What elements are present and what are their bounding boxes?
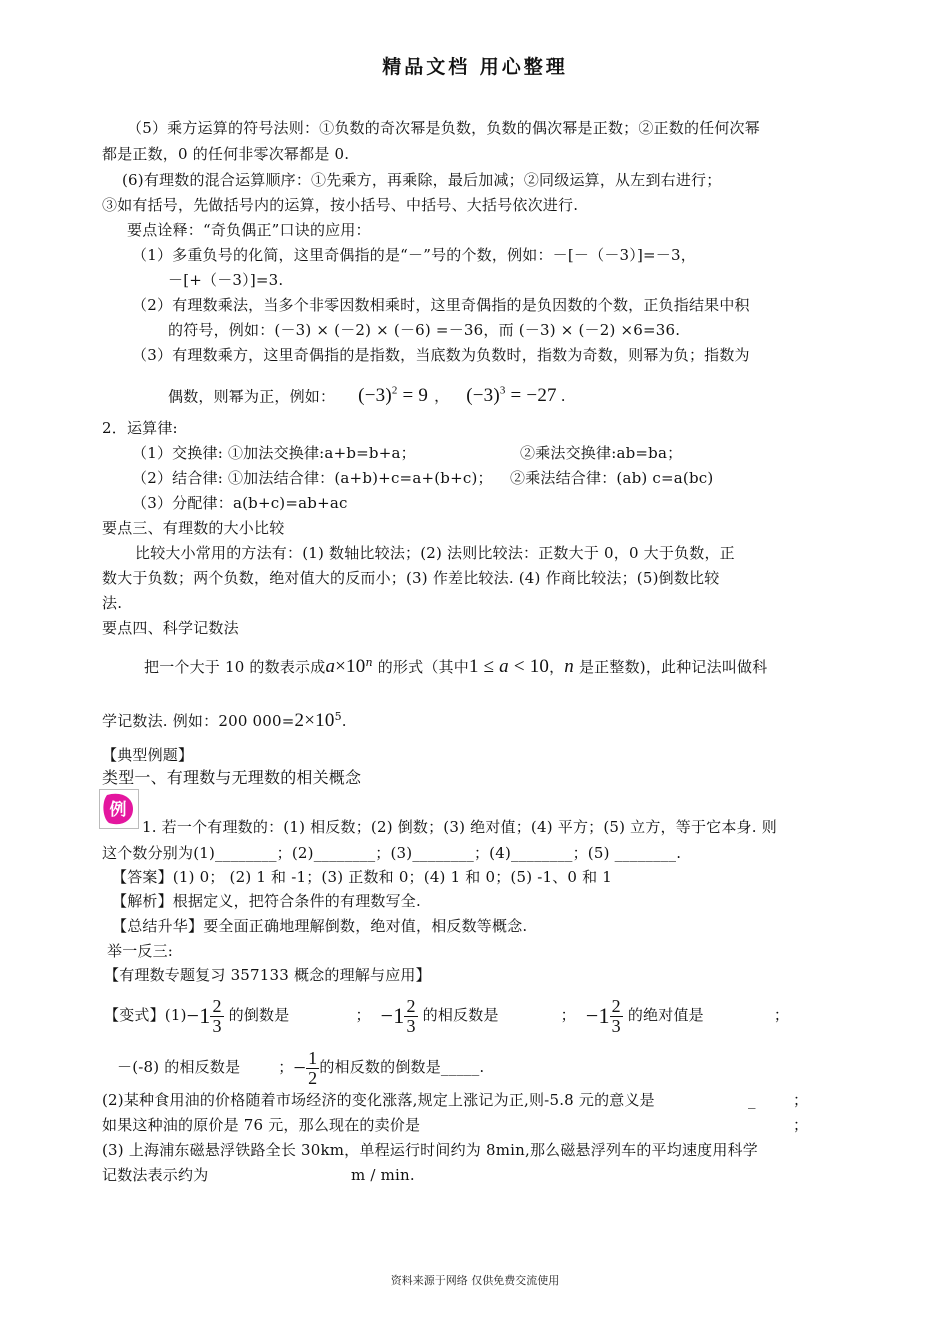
svg-text:例: 例 xyxy=(109,800,127,820)
text-segment: ； xyxy=(793,1091,809,1109)
question-line: 1. 若一个有理数的：(1) 相反数；(2) 倒数；(3) 绝对值；(4) 平方；(5) 立方，等于它本身. 则 xyxy=(142,818,777,836)
text-line: （5）乘方运算的符号法则：①负数的奇次幂是负数，负数的偶次幂是正数；②正数的任何次幂 xyxy=(127,119,760,137)
math-variable: a xyxy=(499,656,509,677)
text-segment: 【变式】(1) xyxy=(104,1006,187,1024)
math-expression: $(-3)^3 = -27$ xyxy=(466,385,557,407)
text-segment: ； xyxy=(773,1006,790,1024)
text-line: （3）有理数乘方，这里奇偶指的是指数，当底数为负数时，指数为奇数，则幂为负；指数为 xyxy=(132,346,750,364)
math-expression: −1 xyxy=(585,1003,610,1028)
math-fraction: $\frac{2}{3}$ xyxy=(611,995,621,1036)
text-segment: －(-8) 的相反数是 xyxy=(117,1058,241,1076)
text-line: 举一反三: xyxy=(107,942,174,960)
text-segment: 的倒数是 xyxy=(228,1006,290,1024)
variant-question-line xyxy=(117,1043,484,1091)
text-segment: ； xyxy=(278,1058,294,1076)
math-expression: 2×10 xyxy=(294,710,335,731)
text-segment: ； xyxy=(793,1116,809,1134)
math-expression: −1 xyxy=(186,1003,211,1028)
text-line: （1）多重负号的化简，这里奇偶指的是“－”号的个数，例如：－[－（－3）]=－3， xyxy=(132,246,696,264)
text-segment: ， xyxy=(434,387,450,406)
page-footer: 资料来源于网络 仅供免费交流使用 xyxy=(390,1274,560,1287)
text-line: （1）交换律: ①加法交换律:a+b=b+a； xyxy=(132,444,416,462)
text-segment: 的形式（其中 xyxy=(372,658,469,676)
text-segment: ； xyxy=(560,1006,576,1024)
analysis-line: 【解析】根据定义，把符合条件的有理数写全. xyxy=(112,892,421,910)
section-heading: 【典型例题】 xyxy=(102,746,194,764)
text-segment: ； xyxy=(355,1006,371,1024)
text-line-with-math xyxy=(168,378,566,409)
text-line: 法. xyxy=(102,594,123,612)
question-line: (2)某种食用油的价格随着市场经济的变化涨落,规定上涨记为正,则-5.8 元的意义是 xyxy=(102,1091,655,1109)
text-segment: 学记数法. 例如：200 000= xyxy=(102,712,295,730)
text-line: 数大于负数；两个负数，绝对值大的反而小；(3) 作差比较法. (4) 作商比较法；(5)倒数比较 xyxy=(102,569,720,587)
section-heading: 要点四、科学记数法 xyxy=(102,619,239,637)
text-segment: 把一个大于 10 的数表示成 xyxy=(144,658,326,676)
math-expression: 1 ≤ xyxy=(468,656,500,677)
text-segment: 的相反数是 xyxy=(422,1006,499,1024)
math-expression: −1 xyxy=(380,1003,405,1028)
math-exponent: 5 xyxy=(334,710,342,723)
math-fraction: $\frac{2}{3}$ xyxy=(212,995,222,1036)
section-heading: 2．运算律: xyxy=(102,419,178,437)
math-expression: < 10 xyxy=(508,656,550,677)
text-line: （3）分配律：a(b+c)=ab+ac xyxy=(132,494,348,512)
text-segment: . xyxy=(560,387,566,406)
text-line: 要点诠释：“奇负偶正”口诀的应用： xyxy=(127,221,371,239)
question-line: (3) 上海浦东磁悬浮铁路全长 30km，单程运行时间约为 8min,那么磁悬浮列车的平均速度用科学 xyxy=(102,1141,758,1159)
text-line: ③如有括号，先做括号内的运算，按小括号、中括号、大括号依次进行. xyxy=(102,196,579,214)
text-line: 【有理数专题复习 357133 概念的理解与应用】 xyxy=(104,966,431,984)
answer-line: 【答案】(1) 0； (2) 1 和 -1；(3) 正数和 0；(4) 1 和 0；(5) -1、0 和 1 xyxy=(112,868,613,886)
text-line: ②乘法交换律:ab=ba； xyxy=(520,444,683,462)
unit-label: m / min. xyxy=(351,1166,415,1184)
question-line: 如果这种油的原价是 76 元，那么现在的卖价是 xyxy=(102,1116,421,1134)
math-expression: − xyxy=(293,1055,307,1080)
example-badge-icon xyxy=(99,789,139,829)
page-header: 精品文档 用心整理 xyxy=(382,56,568,78)
text-line-with-math xyxy=(102,704,347,734)
section-heading: 类型一、有理数与无理数的相关概念 xyxy=(102,768,362,787)
variant-question-line xyxy=(104,990,789,1040)
text-line: ②乘法结合律：(ab) c=a(bc) xyxy=(510,469,714,487)
math-exponent: n xyxy=(365,656,373,669)
question-line: 记数法表示约为 xyxy=(102,1166,209,1184)
text-line-with-math xyxy=(144,650,767,680)
text-segment: 是正整数)，此种记法叫做科 xyxy=(574,658,768,676)
text-segment: . xyxy=(341,712,347,730)
text-line: (6)有理数的混合运算顺序：①先乘方，再乘除，最后加减；②同级运算，从左到右进行； xyxy=(122,171,722,189)
text-line: （2）有理数乘法，当多个非零因数相乘时，这里奇偶指的是负因数的个数，正负指结果中积 xyxy=(132,296,750,314)
math-fraction: $\frac{1}{2}$ xyxy=(308,1047,318,1088)
math-fraction: $\frac{2}{3}$ xyxy=(406,995,416,1036)
text-line: 比较大小常用的方法有：(1) 数轴比较法；(2) 法则比较法：正数大于 0，0 大于负数，正 xyxy=(135,544,735,562)
blank-marker: _ xyxy=(748,1091,756,1109)
math-expression: $(-3)^2 = 9$ xyxy=(358,385,429,407)
section-heading: 要点三、有理数的大小比较 xyxy=(102,519,285,537)
summary-line: 【总结升华】要全面正确地理解倒数，绝对值，相反数等概念. xyxy=(112,917,528,935)
text-line: 都是正数，0 的任何非零次幂都是 0. xyxy=(102,145,350,163)
text-segment: 的相反数的倒数是_____. xyxy=(319,1058,485,1076)
math-variable: n xyxy=(564,656,574,677)
question-line: 这个数分别为(1)________；(2)________；(3)________；(4)________；(5) ________. xyxy=(102,844,682,862)
text-line: 的符号，例如：(－3) × (－2) × (－6) =－36，而 (－3) × (－2) ×6=36. xyxy=(168,321,681,339)
text-segment: 偶数，则幂为正，例如： xyxy=(168,387,336,406)
math-expression: ×10 xyxy=(335,656,366,677)
text-segment: 的绝对值是 xyxy=(627,1006,704,1024)
text-line: （2）结合律: ①加法结合律：(a+b)+c=a+(b+c)； xyxy=(132,469,493,487)
text-line: －[+（－3）]=3. xyxy=(168,271,284,289)
text-segment: ， xyxy=(549,658,565,676)
math-variable: a xyxy=(325,656,336,677)
